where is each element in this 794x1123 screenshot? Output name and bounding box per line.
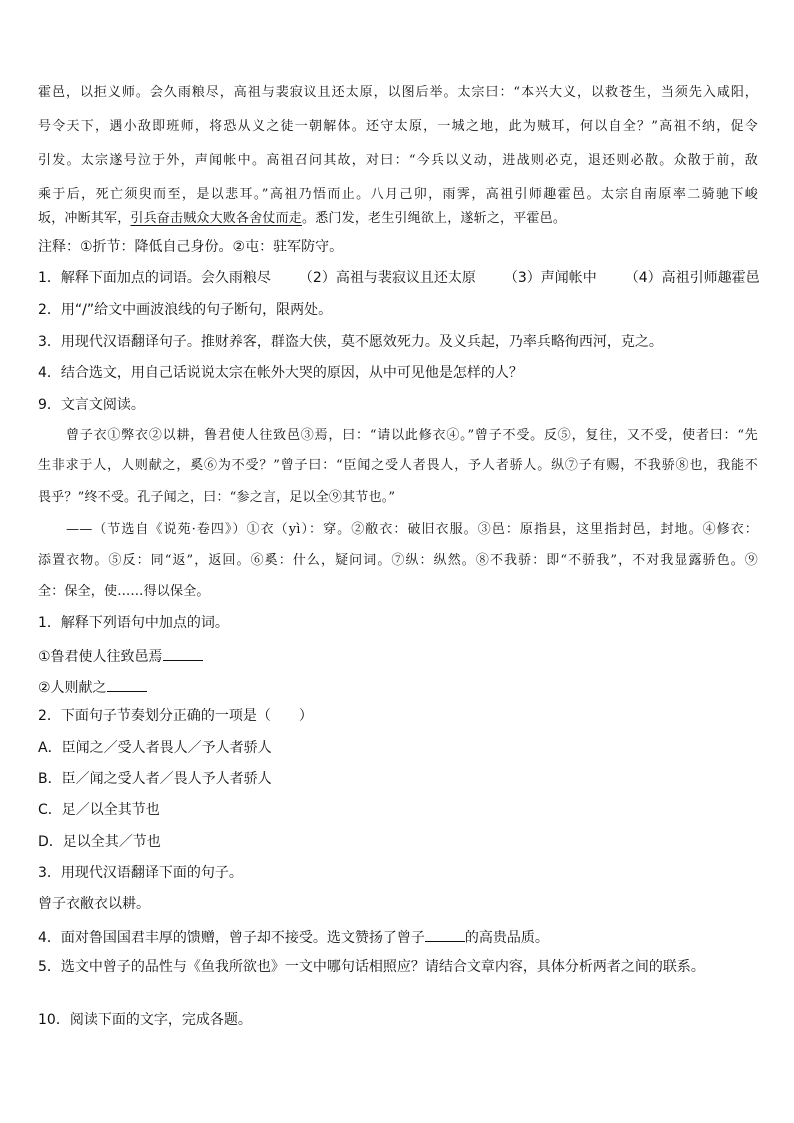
question-9-1: 1．解释下列语句中加点的词。 [38,615,229,631]
section-9-passage-line-2: 生非求于人，人则献之，奚⑥为不受？”曾子曰：“臣闻之受人者畏人，予人者骄人。纵⑦子有赐，不我骄⑧也，我能不 [38,458,758,473]
question-9-4-post: 的高贵品质。 [464,930,549,946]
section-9-notes-line-3: 全：保全，使……得以保全。 [38,584,210,599]
section-9-heading: 9．文言文阅读。 [38,397,145,413]
passage-a-line-5 [38,210,566,228]
section-9-notes-line-2: 添置衣物。⑤反：同“返”，返回。⑥奚：什么，疑问词。⑦纵：纵然。⑧不我骄：即“不骄我”，不对我显露骄色。⑨ [38,553,758,568]
question-a-1-item-4: （4）高祖引师趣霍邑 [624,270,760,286]
section-10-heading: 10．阅读下面的文字，完成各题。 [38,1012,252,1028]
question-a-1-item-1: 会久雨粮尽 [200,270,271,286]
option-a: A．臣闻之／受人者畏人／予人者骄人 [38,740,272,756]
question-a-4: 4．结合选文，用自己话说说太宗在帐外大哭的原因，从中可见他是怎样的人？ [38,365,523,381]
question-a-1-label: 1．解释下面加点的词语。 [38,270,201,286]
question-a-1-item-2: （2）高祖与裴寂议且还太原 [298,270,476,286]
answer-blank[interactable] [425,927,465,942]
passage-a-line-3: 引发。太宗遂号泣于外，声闻帐中。高祖召问其故，对曰：“今兵以义动，进战则必克，退还则必散。众散于前，敌 [38,153,758,168]
question-9-3: 3．用现代汉语翻译下面的句子。 [38,865,243,881]
answer-blank[interactable] [163,646,203,661]
passage-a-line-5-post: 。悉门发，老生引绳欲上，遂斩之，平霍邑。 [302,211,567,226]
question-9-3-sentence: 曾子衣敝衣以耕。 [38,896,150,912]
wavy-underlined-sentence: 引兵奋击贼众大败各舍仗而走 [130,211,303,226]
section-9-passage-line-3: 畏乎？”终不受。孔子闻之，曰：“参之言，足以全⑨其节也。” [38,490,396,505]
question-9-1b [38,677,147,697]
section-9-notes-line-1: ——（节选自《说苑·卷四》）①衣（yì）：穿。②敝衣：破旧衣服。③邑：原指县，这里指封邑，封地。④修衣： [66,522,758,537]
question-9-5: 5．选文中曾子的品性与《鱼我所欲也》一文中哪句话相照应？请结合文章内容，具体分析两者之间的联系。 [38,959,705,975]
answer-blank[interactable] [107,677,147,692]
option-b: B．臣／闻之受人者／畏人予人者骄人 [38,771,272,787]
question-a-2: 2．用“/”给文中画波浪线的句子断句，限两处。 [38,302,333,318]
passage-a-line-2: 号令天下，遇小敌即班师，将恐从义之徒一朝解体。还守太原，一城之地，此为贼耳，何以自全？”高祖不纳，促令 [38,119,758,134]
question-a-1 [38,269,760,287]
question-a-3: 3．用现代汉语翻译句子。推财养客，群盗大侠，莫不愿效死力。及义兵起，乃率兵略徇西河，克之。 [38,334,663,350]
section-9-passage-line-1: 曾子衣①弊衣②以耕，鲁君使人往致邑③焉，曰：“请以此修衣④。”曾子不受。反⑤，复往，又不受，使者曰：“先 [66,428,758,443]
question-9-1a [38,646,203,666]
question-9-4-pre: 4．面对鲁国国君丰厚的馈赠，曾子却不接受。选文赞扬了曾子 [38,930,425,946]
option-c: C．足／以全其节也 [38,802,160,818]
question-9-4 [38,927,549,947]
question-9-1b-text: ②人则献之 [38,680,107,696]
question-a-1-item-3: （3）声闻帐中 [503,270,597,286]
option-d: D．足以全其／节也 [38,834,161,850]
passage-a-line-1: 霍邑，以拒义师。会久雨粮尽，高祖与裴寂议且还太原，以图后举。太宗曰：“本兴大义，以救苍生，当须先入咸阳， [38,85,758,100]
question-9-1a-text: ①鲁君使人往致邑焉 [38,649,163,665]
question-9-2: 2．下面句子节奏划分正确的一项是（ ） [38,708,313,724]
passage-a-line-4: 乘于后，死亡须臾而至，是以悲耳。”高祖乃悟而止。八月己卯，雨霁，高祖引师趣霍邑。太宗自南原率二骑驰下峻 [38,187,758,202]
notes-a: 注释：①折节：降低自己身份。②屯：驻军防守。 [38,239,344,255]
passage-a-line-5-pre: 坂，冲断其军， [38,211,131,226]
